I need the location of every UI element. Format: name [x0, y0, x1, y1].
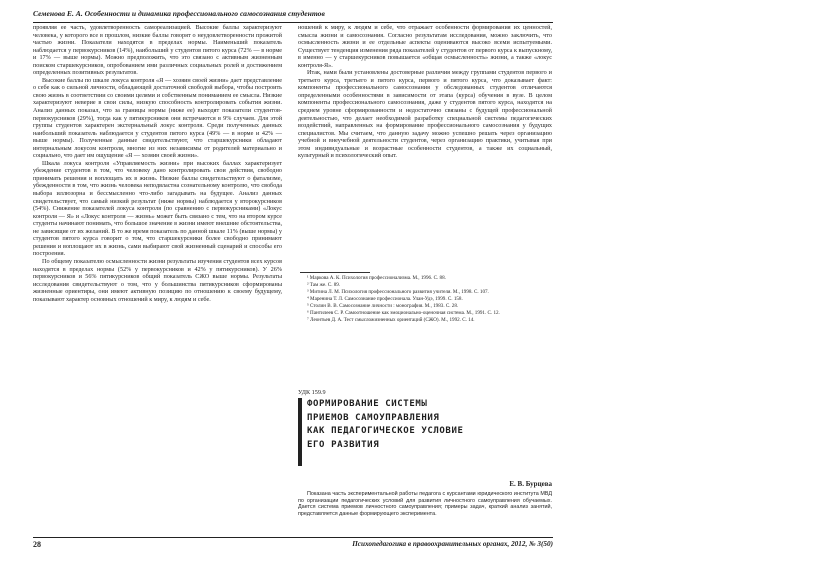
running-head: Семенова Е. А. Особенности и динамика профессионального самосознания студентов	[33, 9, 325, 18]
title-accent-bar	[298, 398, 302, 466]
page-number: 28	[33, 540, 41, 549]
footnote-rule	[300, 272, 370, 273]
footnotes	[298, 275, 552, 324]
abstract-text: Показана часть экспериментальной работы педагога с курсантами юридического института МВД по организации педагогических условий для развития личностного самоуправления обучаемых. Дается система приемов личностного самоуправления; примеры задач, краткий анализ занятий, представляется данные формирующего эксперимента.	[298, 491, 552, 517]
paragraph: Шкала локуса контроля «Управляемость жизни» при высоких баллах характеризует убеждение студентов в том, что человеку дано контролировать свои действия, свободно принимать решения и воплощать их в жизнь. Низкие баллы свидетельствуют о фатализме, убежденности в том, что жизнь человека неподвластна сознательному контролю, что свобода выбора иллюзорна и бессмысленно что-либо загадывать на будущее. Анализ данных свидетельствует, что самый низкий результат (ниже нормы) наблюдается у второкурсников (54%). Снижение показателей локуса контроля (по сравнению с первокурсниками) «Локус контроля — Я» и «Локус контроля — жизнь» может быть связано с тем, что на втором курсе студенты начинают понимать, что большое значение в жизни имеют внешние обстоятельства, не зависящие от их желаний. В то же время показатель по данной шкале 11% (выше нормы) у студентов пятого курса говорит о том, что старшекурсники более свободно принимают решения и воплощают их в жизнь, сами выбирают свой жизненный сценарий и способы его построения.	[33, 159, 282, 258]
paragraph: проявляя ее часть, удовлетворенность самореализацией. Высокие баллы характеризуют человека, у которого все в прошлом, низкие баллы говорят о неудовлетворенности прожитой частью жизни. Показатели находятся в пределах нормы. Наименьший показатель наблюдается у первокурсников (14%), наибольший у студентов пятого курса (72% — в норме и 17% — выше нормы). Можно предположить, что это связано с активным жизненным поиском старшекурсников, опробованием ими различных социальных ролей и достижением определенных позитивных результатов.	[33, 24, 282, 77]
journal-footer: Психопедагогика в правоохранительных органах, 2012, № 3(50)	[352, 540, 553, 548]
title-line: КАК ПЕДАГОГИЧЕСКОЕ УСЛОВИЕ	[307, 426, 464, 436]
footnote: ⁶ Пантилеев С. Р. Самоотношение как эмоционально-оценочная система. М., 1991. С. 12.	[307, 310, 500, 316]
header-rule	[33, 22, 553, 23]
title-line: ЕГО РАЗВИТИЯ	[307, 439, 380, 450]
paragraph: По общему показателю осмысленности жизни результаты изучения студентов всех курсов находятся в пределах нормы (52% у первокурсников и 42% у пятикурсников). У 26% первокурсников и 56% пятикурсников общий показатель СЖО выше нормы. Результаты исследования свидетельствуют о том, что у большинства пятикурсников сформированы жизненные ориентиры, они имеют активную позицию по отношению к своему будущему, показывают характер основных отношений к миру, к людям и себе.	[33, 257, 282, 303]
paragraph: ношений к миру, к людям и себе, что отражает особенности формирования их ценностей, смысла жизни и самосознания. Согласно результатам исследования, можно заключить, что осмысленность жизни и ее отдельные аспекты оцениваются высоко всеми испытуемыми. Существует тенденция изменения ряда показателей у студентов от первого курса к выпускному, в именно — у старшекурсников повышается «общая осмысленность» жизни, а также «локус контроля-Я».	[298, 24, 552, 69]
paragraph: Итак, нами были установлены достоверные различия между группами студентов первого и третьего курса, третьего и пятого курса, первого и пятого курса, что доказывает факт: компоненты профессионального самосознания у обследованных студентов отличаются определенными особенностями в зависимости от этапа (курса) обучения в вузе. В целом компоненты профессионального самосознания, даже у студентов пятого курса, находятся на среднем уровне сформированности и недостаточно связаны с будущей профессиональной деятельностью, что делает необходимой разработку специальной системы педагогических воздействий, направленных на формирование профессионального самосознания у будущих специалистов. Мы считаем, что данную задачу можно успешно решать через организацию учебной и внеучебной деятельности студентов, через организацию практики, учитывая при этом индивидуальные и возрастные особенности студентов, а также их социальный, культурный и психологический опыт.	[298, 69, 552, 160]
title-line: ФОРМИРОВАНИЕ СИСТЕМЫ	[307, 399, 428, 409]
article-abstract	[298, 491, 552, 517]
footnote: ¹ Маркова А. К. Психология профессионализма. М., 1996. С. 88.	[307, 275, 446, 281]
footer-rule	[33, 537, 553, 538]
article-author: Е. В. Бурцева	[509, 480, 552, 488]
footnote: ⁷ Леонтьев Д. А. Тест смысложизненных ориентаций (СЖО). М., 1992. С. 14.	[307, 317, 475, 323]
footnote: ⁴ Маренина Т. Л. Самосознание профессионала. Улан-Удэ, 1999. С. 158.	[307, 296, 463, 302]
left-text-column	[33, 24, 282, 303]
footnote: ³ Митина Л. М. Психология профессионального развития учителя. М., 1998. С. 107.	[307, 289, 489, 295]
middle-text-column	[298, 24, 552, 160]
footnote: ² Там же. С. 89.	[307, 282, 341, 288]
udk-code: УДК 159.9	[298, 389, 326, 396]
paragraph: Высокие баллы по шкале локуса контроля «Я — хозяин своей жизни» дает представление о себе как о сильной личности, обладающей достаточной свободой выбора, чтобы построить свою жизнь в соответствии со своими целями и собственным пониманием ее смысла. Низкие характеризуют неверие в свои силы, низкую способность контролировать события жизни. Анализ данных показал, что за границы нормы (ниже ее) выходят показатели студентов-первокурсников (29%), тогда как у пятикурсников они встречаются в 9% случаев. Для этой группы студентов характерен экстернальный локус контроля. Среди полученных данных наибольший показатель наблюдается у студентов пятого курса (49% — в норме и 42% — выше нормы). Полученные данные свидетельствуют, что старшекурсники обладают интернальным локусом контроля, многие из них независимы от родителей материально и социально, что дает им ощущение «Я — хозяин своей жизни».	[33, 76, 282, 160]
article-title	[307, 398, 552, 452]
footnote: ⁵ Столин В. В. Самосознание личности : монография. М., 1983. С. 28.	[307, 303, 459, 309]
title-line: ПРИЕМОВ САМОУПРАВЛЕНИЯ	[307, 412, 440, 423]
article-title-block	[298, 398, 554, 466]
